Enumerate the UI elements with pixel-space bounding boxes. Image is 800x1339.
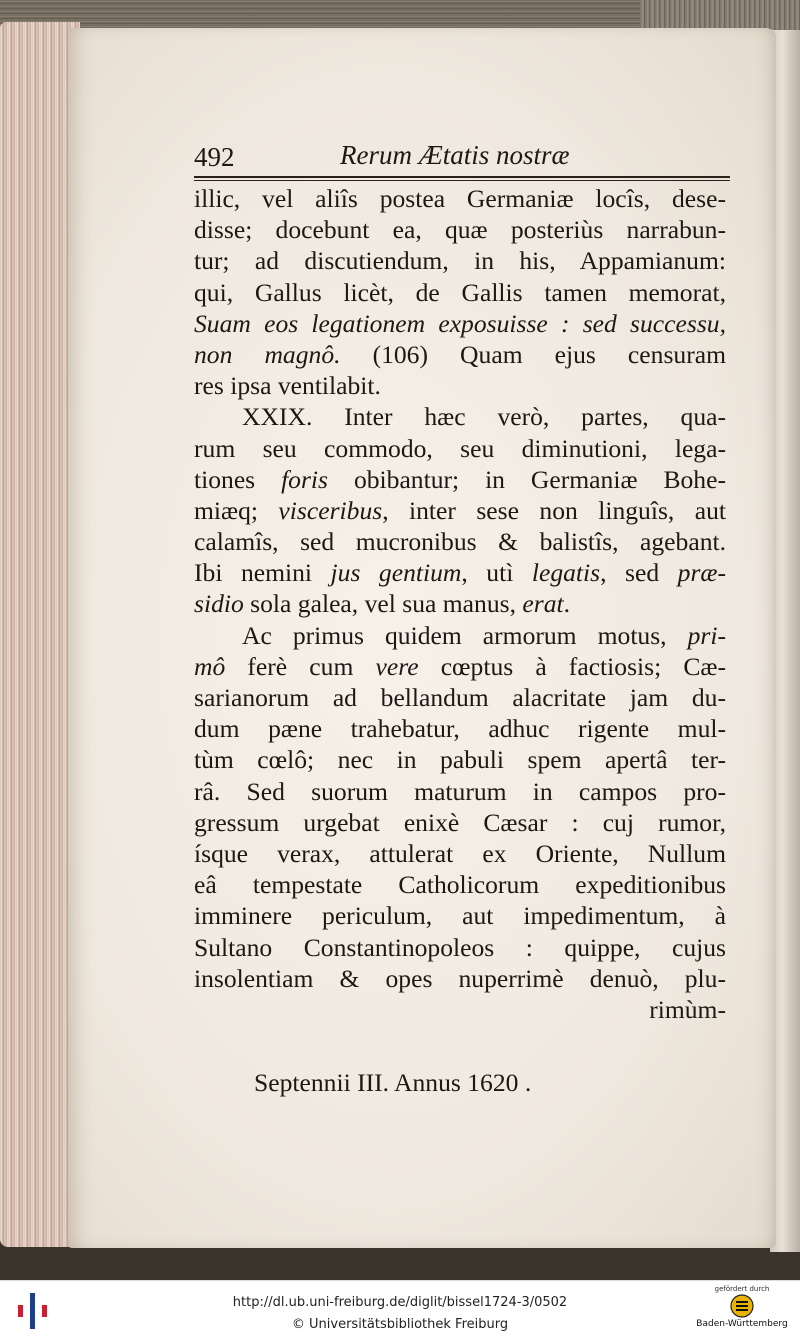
text-line (194, 214, 726, 245)
text-run: Ibi nemini (194, 558, 331, 588)
page-number: 492 (194, 142, 235, 172)
running-head (194, 140, 726, 176)
text-run: erat (522, 589, 564, 619)
text-run: calamîs, sed mucronibus & balistîs, agebant. (194, 527, 726, 557)
text-run: obibantur; in Germaniæ Bohe- (328, 464, 726, 494)
text-run: non magnô. (194, 339, 341, 369)
text-run: eâ tempestate Catholicorum expeditionibus (194, 870, 726, 900)
text-run: rum seu commodo, seu diminutioni, lega- (194, 433, 726, 463)
text-line (194, 994, 726, 1025)
text-run: qui, Gallus licèt, de Gallis tamen memorat, (194, 277, 726, 307)
text-line (194, 433, 726, 464)
text-run: cœptus à factiosis; Cæ- (418, 651, 726, 681)
running-head-title: Rerum Ætatis nostræ (340, 140, 570, 170)
text-line (194, 464, 726, 495)
text-line (194, 495, 726, 526)
text-run: ferè cum (225, 651, 376, 681)
sponsor-caption: gefördert durch (714, 1285, 770, 1293)
text-line (194, 900, 726, 931)
text-line (194, 838, 726, 869)
text-run: Sultano Constantinopoleos : quippe, cujus (194, 932, 726, 962)
text-line (194, 713, 726, 744)
text-run: tur; ad discutiendum, in his, Appamianum: (194, 246, 726, 276)
text-line (194, 370, 726, 401)
signature-line: Septennii III. Annus 1620 . (254, 1068, 532, 1097)
sponsor-badge (692, 1285, 792, 1337)
text-line (194, 308, 726, 339)
text-run: disse; docebunt ea, quæ posteriùs narrabun- (194, 215, 726, 245)
text-run: res ipsa ventilabit. (194, 371, 381, 401)
text-run: legatis (531, 558, 601, 588)
text-run: pri- (687, 620, 726, 650)
text-run: imminere periculum, aut impedimentum, à (194, 901, 726, 931)
text-run: râ. Sed suorum maturum in campos pro- (194, 776, 726, 806)
body-text (194, 183, 726, 1025)
text-run: sola galea, vel sua manus, (243, 589, 523, 619)
text-run: insolentiam & opes nuperrimè denuò, plu- (194, 963, 726, 993)
text-run: miæq; (194, 495, 279, 525)
text-run: , inter sese non linguîs, aut (382, 495, 726, 525)
text-line (194, 277, 726, 308)
text-line (194, 588, 726, 619)
baden-wuerttemberg-crest-icon (730, 1294, 754, 1318)
text-run: mô (194, 651, 226, 681)
text-run: dum pæne trahebatur, adhuc rigente mul- (194, 714, 726, 744)
text-run: illic, vel aliîs postea Germaniæ locîs, dese- (194, 184, 726, 213)
copyright-text: © Universitätsbibliothek Freiburg (291, 1317, 509, 1332)
text-run: (106) Quam ejus censuram (340, 339, 726, 369)
text-line (194, 245, 726, 276)
text-line (194, 183, 726, 214)
text-line (194, 401, 726, 432)
text-run: foris (281, 464, 329, 494)
text-line (194, 869, 726, 900)
text-run: tiones (194, 464, 282, 494)
head-rule (194, 176, 730, 181)
text-line (194, 963, 726, 994)
text-run: sarianorum ad bellandum alacritate jam du- (194, 683, 726, 712)
text-line (194, 682, 726, 713)
text-run: præ- (677, 558, 726, 588)
sponsor-name: Baden-Württemberg (696, 1319, 788, 1329)
viewer-footer (0, 1280, 800, 1339)
text-run: ísque verax, attulerat ex Oriente, Nullum (194, 838, 726, 868)
text-line (194, 776, 726, 807)
page-text-block (194, 140, 726, 1025)
text-run: sidio (194, 589, 244, 619)
text-line (194, 339, 726, 370)
text-line (194, 744, 726, 775)
text-line (194, 620, 726, 651)
text-run: gressum urgebat enixè Cæsar : cuj rumor, (194, 807, 726, 837)
text-run: rimùm- (649, 994, 726, 1024)
text-line (194, 526, 726, 557)
text-run: Ac primus quidem armorum motus, (242, 620, 688, 650)
text-run: , utì (461, 558, 532, 588)
text-run: jus gentium (330, 558, 462, 588)
text-run: Suam eos legationem exposuisse : sed successu, (194, 308, 726, 338)
text-line (194, 807, 726, 838)
text-run: , sed (600, 558, 678, 588)
document-url-link[interactable]: http://dl.ub.uni-freiburg.de/diglit/bissel1724-3/0502 (232, 1295, 568, 1310)
text-line (194, 651, 726, 682)
text-line (194, 557, 726, 588)
text-run: tùm cœlô; nec in pabuli spem apertâ ter- (194, 745, 726, 775)
text-run: visceribus (278, 495, 383, 525)
text-run: XXIX. Inter hæc verò, partes, qua- (242, 402, 726, 432)
text-run: . (563, 589, 571, 619)
text-run: vere (375, 651, 419, 681)
text-line (194, 932, 726, 963)
